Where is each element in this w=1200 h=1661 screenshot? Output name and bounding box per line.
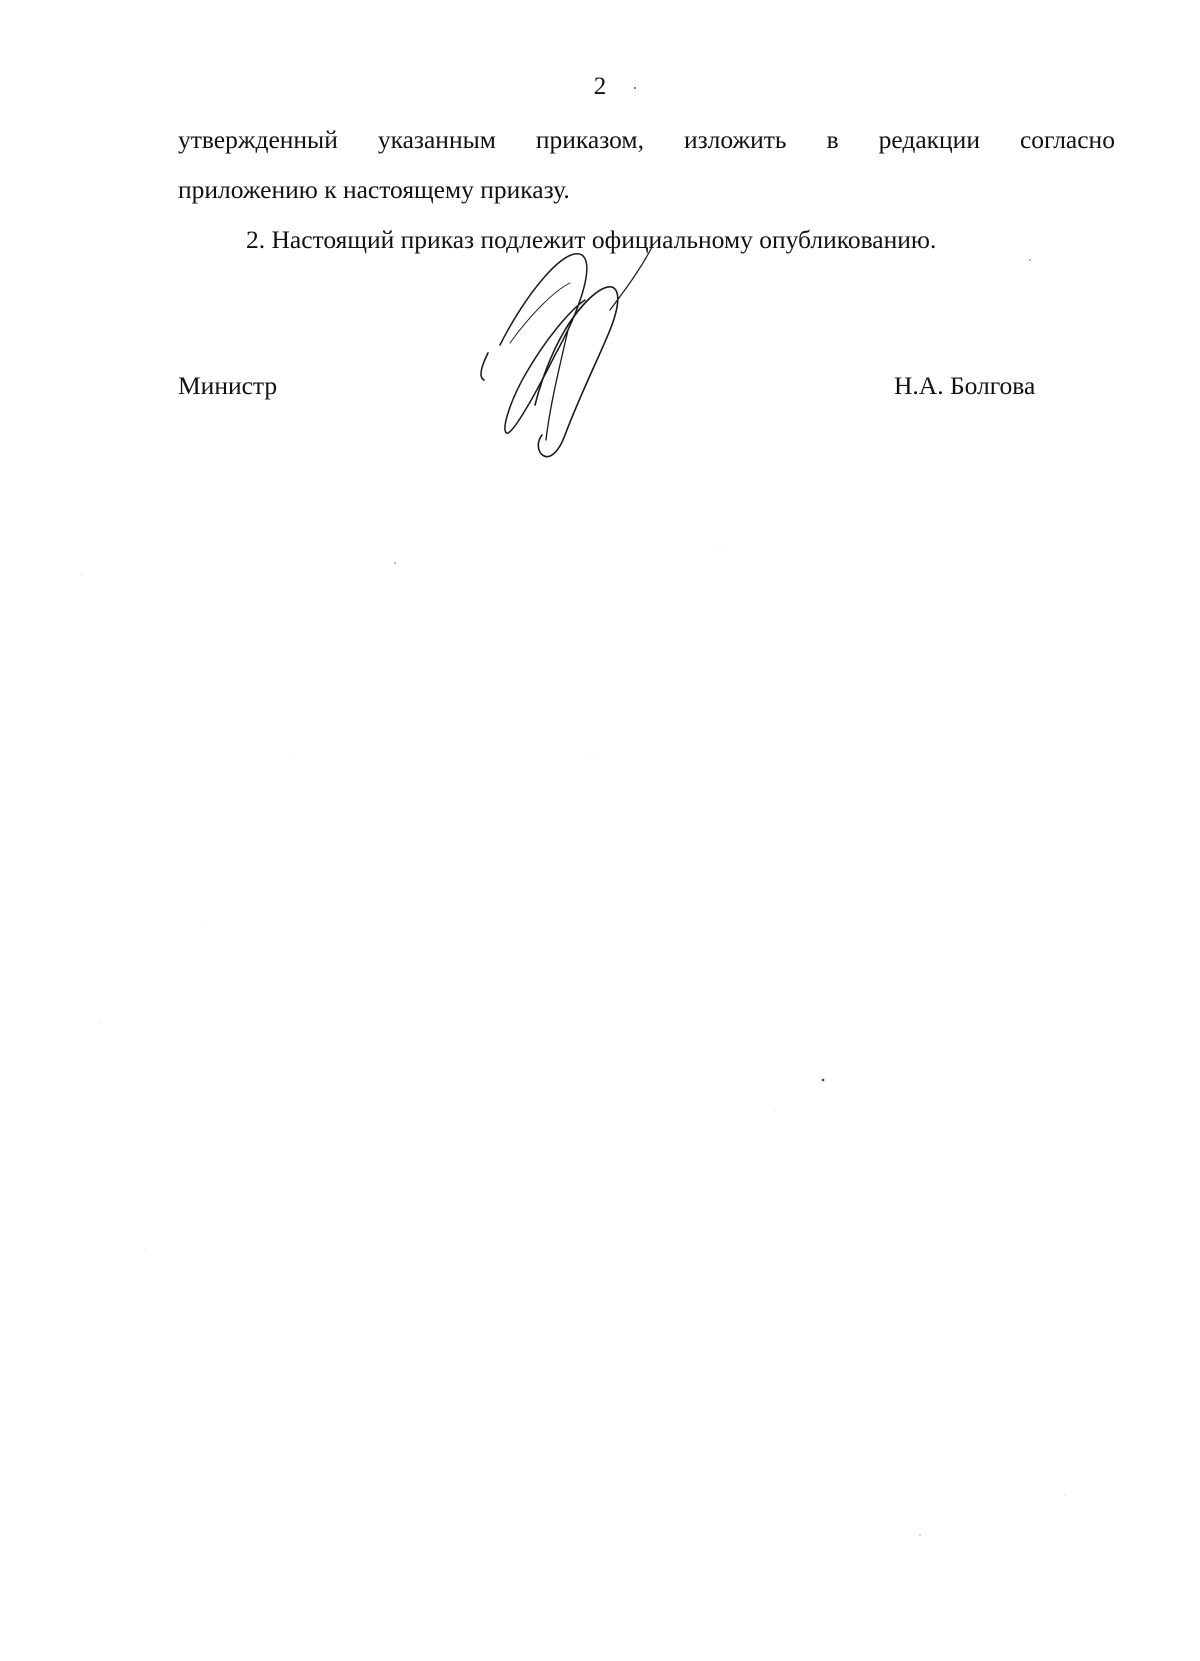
- word: в: [826, 125, 839, 154]
- word: приказом,: [535, 125, 644, 154]
- handwritten-signature-icon: [470, 235, 700, 470]
- word: изложить: [683, 125, 787, 154]
- paragraph-2: 2. Настоящий приказ подлежит официальному опубликованию.: [246, 225, 937, 254]
- paragraph-1-line-2: приложению к настоящему приказу.: [178, 175, 570, 204]
- word: согласно: [1019, 125, 1115, 154]
- word: редакции: [878, 125, 980, 154]
- word: утвержденный: [178, 125, 338, 154]
- signer-name: Н.А. Болгова: [894, 371, 1036, 400]
- signer-position: Министр: [178, 371, 278, 400]
- word: указанным: [377, 125, 496, 154]
- page-number: 2: [593, 73, 607, 100]
- paragraph-1-line-1: [178, 122, 1115, 158]
